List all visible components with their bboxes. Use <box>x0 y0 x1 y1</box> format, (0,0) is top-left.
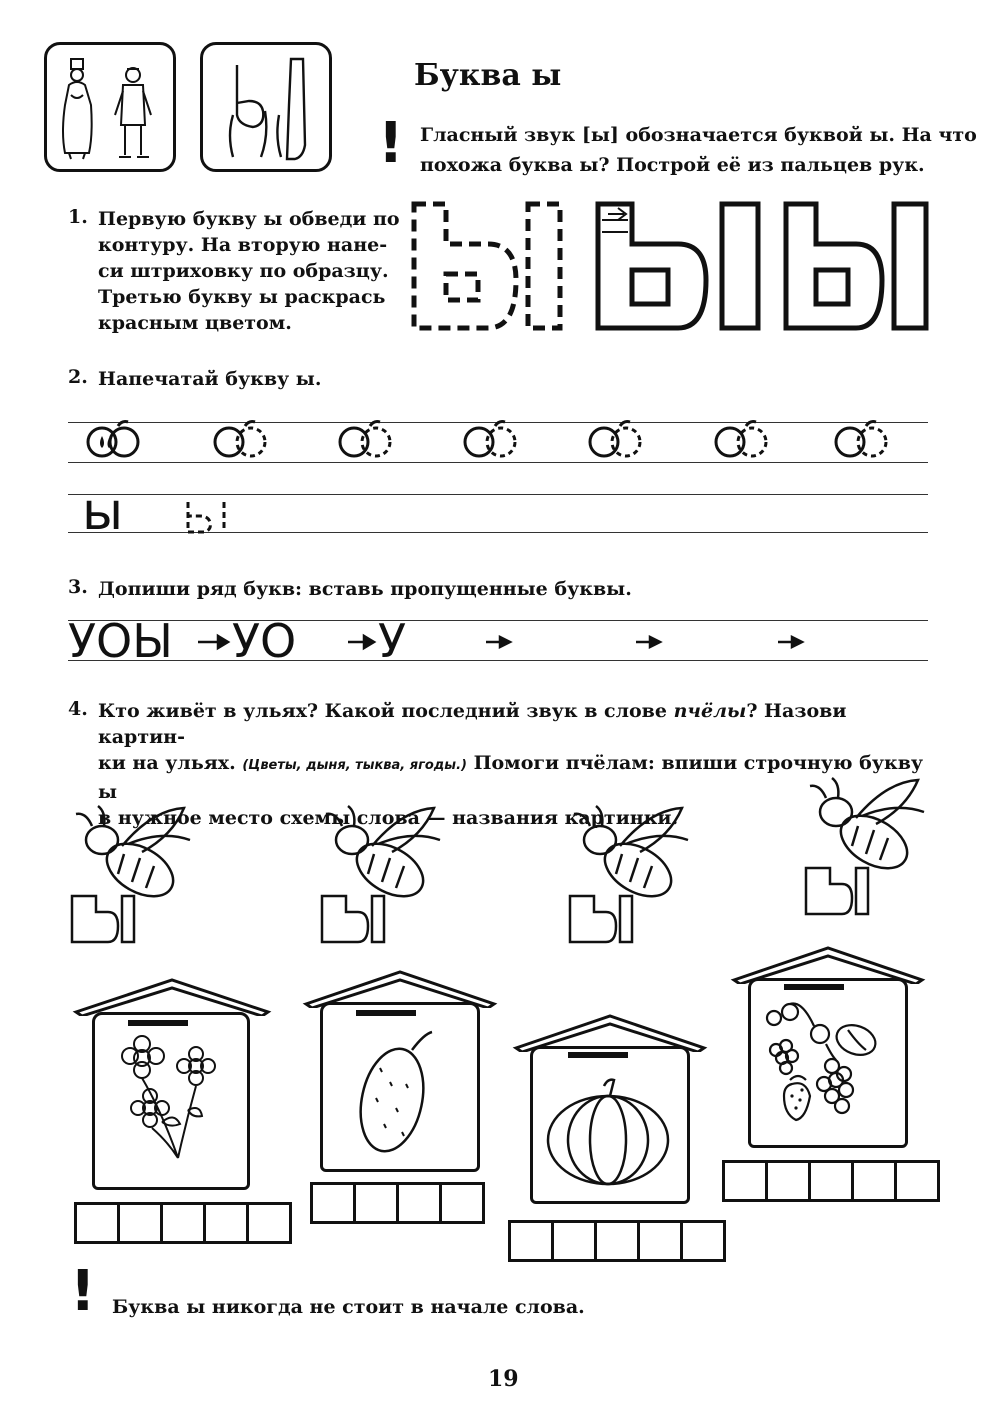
bee-icon <box>796 772 936 922</box>
cell[interactable] <box>442 1185 482 1221</box>
task-3-number: 3. <box>68 576 88 598</box>
cell[interactable] <box>897 1163 937 1199</box>
cell[interactable] <box>399 1185 442 1221</box>
hive-slot <box>356 1010 416 1016</box>
pumpkin-icon <box>542 1076 674 1188</box>
cell[interactable] <box>768 1163 811 1199</box>
task-4-line1-end: ? Назови картин- <box>98 700 847 748</box>
cell[interactable] <box>811 1163 854 1199</box>
letter-row-start: УОЫ <box>68 614 173 668</box>
hive-slot <box>128 1020 188 1026</box>
note-text: Буква ы никогда не стоит в начале слова. <box>112 1296 585 1318</box>
task-4-line2-end: Помоги пчёлам: впиши строчную букву ы <box>98 752 924 803</box>
color-letter <box>782 200 932 334</box>
cell[interactable] <box>683 1223 723 1259</box>
writing-line <box>68 620 928 621</box>
cell[interactable] <box>640 1223 683 1259</box>
task-4-line2: ки на ульях. <box>98 752 243 774</box>
arrow-row <box>68 630 928 654</box>
berries-icon <box>762 1000 888 1124</box>
word-scheme-cells <box>722 1160 940 1202</box>
cell[interactable] <box>313 1185 356 1221</box>
writing-line <box>68 660 928 661</box>
hive-roof <box>72 976 272 1016</box>
task-2-number: 2. <box>68 366 88 388</box>
task-2-text: Напечатай букву ы. <box>98 368 322 390</box>
task-1-line: Первую букву ы обведи по <box>98 208 400 230</box>
writing-line <box>68 494 928 495</box>
exclamation-icon: ! <box>70 1259 96 1324</box>
cell[interactable] <box>120 1205 163 1241</box>
bee-icon <box>62 800 202 950</box>
dashed-letter-outline <box>408 200 568 334</box>
cell[interactable] <box>356 1185 399 1221</box>
cell[interactable] <box>163 1205 206 1241</box>
task-1-text <box>98 206 400 336</box>
page-title: Буква ы <box>414 58 562 93</box>
cell[interactable] <box>554 1223 597 1259</box>
flowers-icon <box>112 1032 222 1162</box>
hands-letter-icon <box>200 42 332 172</box>
task-4-hint: (Цветы, дыня, тыква, ягоды.) <box>242 758 467 773</box>
intro-line-2: похожа буква ы? Построй её из пальцев рук. <box>420 154 925 176</box>
cell[interactable] <box>597 1223 640 1259</box>
letter-row-middle: УО <box>232 614 297 668</box>
task-4-word: пчёлы <box>673 700 747 722</box>
task-4-line1: Кто живёт в ульях? Какой последний звук в слове <box>98 700 674 722</box>
task-1-line: Третью букву ы раскрась <box>98 286 386 308</box>
cell[interactable] <box>206 1205 249 1241</box>
hatched-letter <box>594 200 764 334</box>
letter-row-end: У <box>378 614 407 668</box>
task-1-line: си штриховку по образцу. <box>98 260 389 282</box>
task-1-number: 1. <box>68 206 88 228</box>
hive-slot <box>784 984 844 990</box>
melon-icon <box>346 1028 446 1160</box>
word-scheme-cells <box>74 1202 292 1244</box>
hive-slot <box>568 1052 628 1058</box>
exclamation-icon: ! <box>378 111 404 176</box>
cell[interactable] <box>854 1163 897 1199</box>
task-1-line: красным цветом. <box>98 312 292 334</box>
bee-icon <box>312 800 452 950</box>
cell[interactable] <box>725 1163 768 1199</box>
cell[interactable] <box>511 1223 554 1259</box>
people-icon <box>44 42 176 172</box>
task-4-line3: в нужное место схемы слова — названия картинки. <box>98 807 679 829</box>
apple-hints-row <box>68 418 928 468</box>
intro-text <box>420 120 977 180</box>
sample-letter: ы <box>82 482 124 542</box>
page-number: 19 <box>488 1366 519 1392</box>
task-4-number: 4. <box>68 698 88 720</box>
dashed-sample-letter <box>184 500 234 534</box>
task-3-text: Допиши ряд букв: вставь пропущенные буквы. <box>98 578 632 600</box>
bee-icon <box>560 800 700 950</box>
word-scheme-cells <box>310 1182 485 1224</box>
task-1-line: контуру. На вторую нане- <box>98 234 388 256</box>
intro-line-1: Гласный звук [ы] обозначается буквой ы. На что <box>420 124 977 146</box>
word-scheme-cells <box>508 1220 726 1262</box>
cell[interactable] <box>249 1205 289 1241</box>
cell[interactable] <box>77 1205 120 1241</box>
